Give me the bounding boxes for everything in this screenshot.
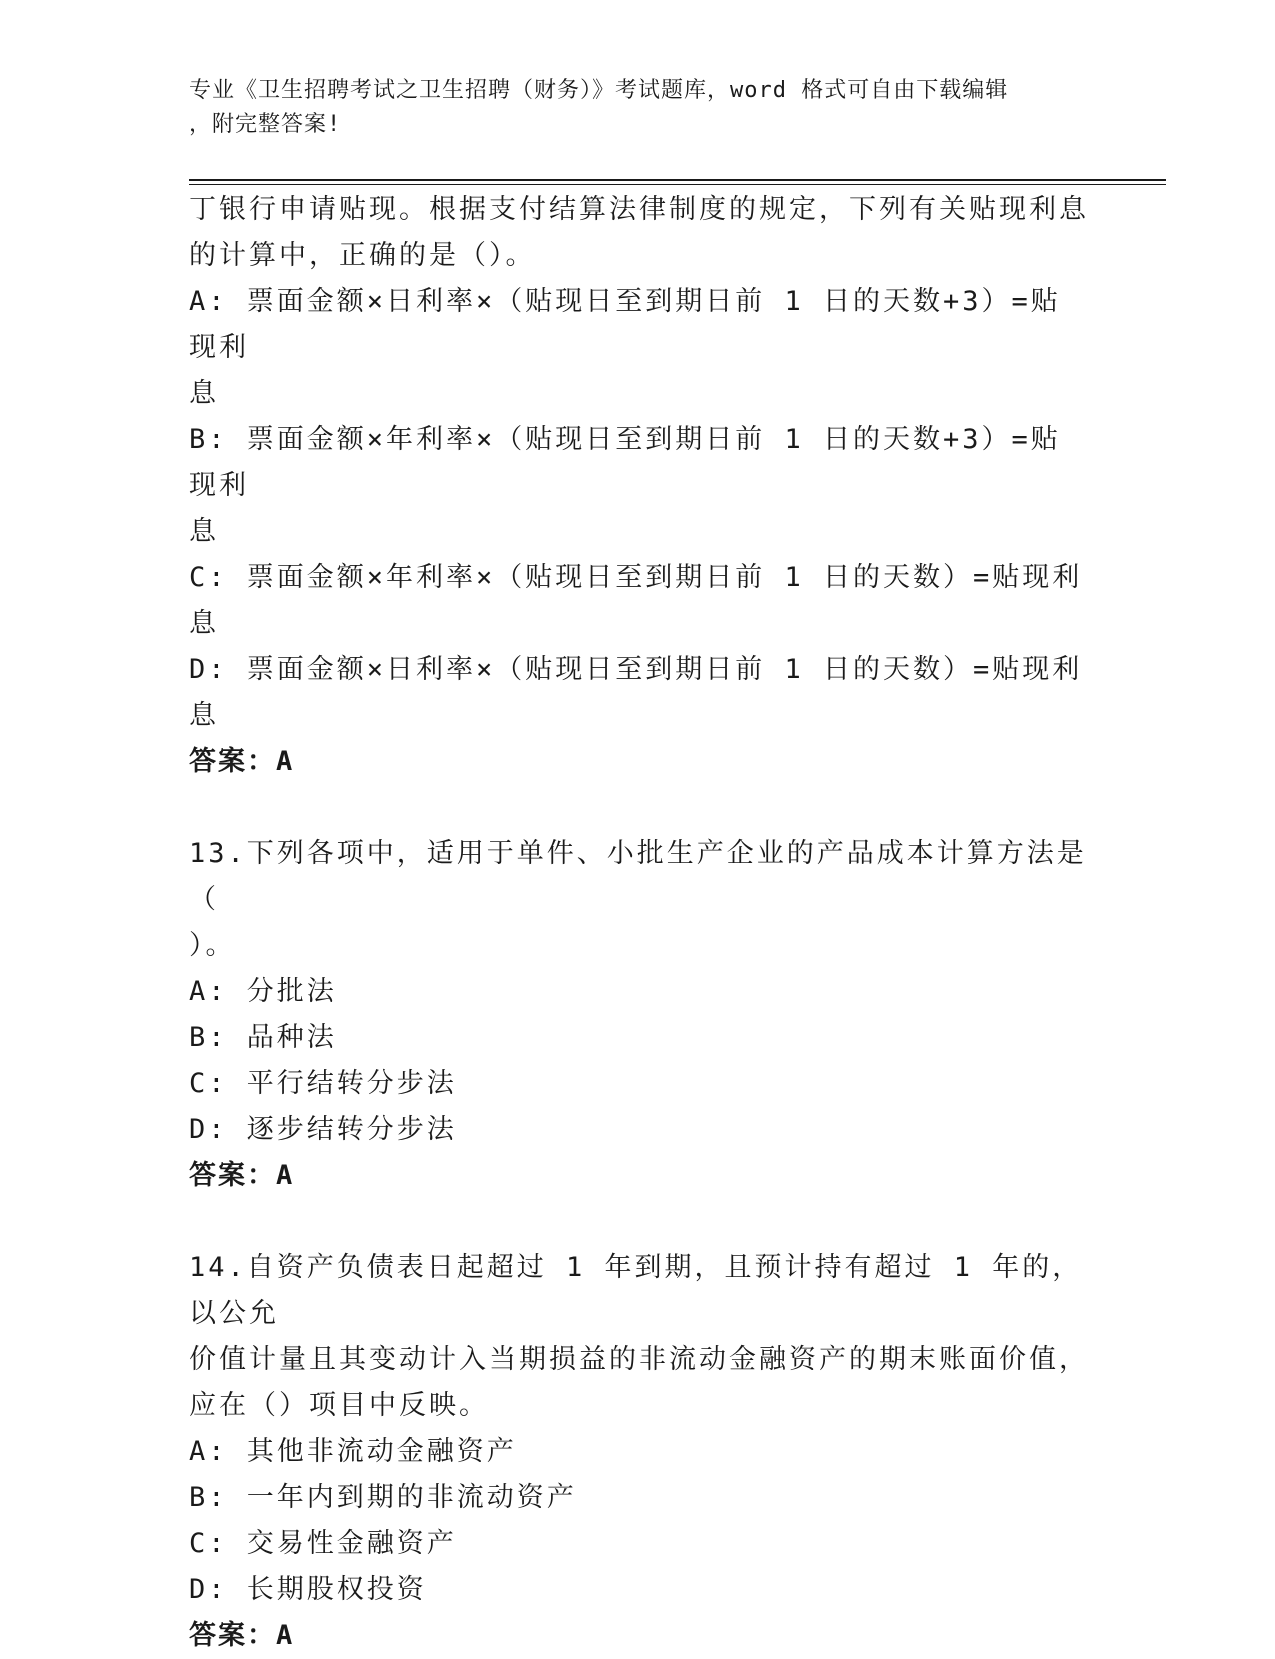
option-a: A: 其他非流动金融资产 [189, 1436, 517, 1467]
option-c: C: 平行结转分步法 [189, 1068, 457, 1099]
option-a: A: 分批法 [189, 976, 337, 1007]
question-stem: 的计算中，正确的是（）。 [189, 240, 536, 271]
question-14 [189, 1245, 1089, 1659]
spacer [189, 1199, 1089, 1245]
question-stem: 价值计量且其变动计入当期损益的非流动金融资产的期末账面价值， [189, 1344, 1089, 1375]
option-d: D: 长期股权投资 [189, 1574, 427, 1605]
option-a: A: 票面金额×日利率×（贴现日至到期日前 1 日的天数+3）=贴现利 [189, 286, 1061, 363]
option-b: B: 一年内到期的非流动资产 [189, 1482, 577, 1513]
question-13 [189, 831, 1089, 1199]
option-a-continued: 息 [189, 378, 219, 409]
question-content [189, 187, 1089, 1659]
option-c: C: 票面金额×年利率×（贴现日至到期日前 1 日的天数）=贴现利息 [189, 562, 1083, 639]
option-c: C: 交易性金融资产 [189, 1528, 457, 1559]
page-header [189, 74, 1089, 142]
option-b: B: 票面金额×年利率×（贴现日至到期日前 1 日的天数+3）=贴现利 [189, 424, 1061, 501]
header-line-2: ，附完整答案! [189, 112, 342, 137]
question-stem: ）。 [189, 930, 236, 961]
answer: 答案：A [189, 1160, 295, 1191]
spacer [189, 785, 1089, 831]
question-stem: 丁银行申请贴现。根据支付结算法律制度的规定，下列有关贴现利息 [189, 194, 1089, 225]
header-line-1: 专业《卫生招聘考试之卫生招聘（财务）》考试题库，word 格式可自由下载编辑 [189, 78, 1009, 103]
answer: 答案：A [189, 746, 295, 777]
option-b-continued: 息 [189, 516, 219, 547]
question-stem: 应在（）项目中反映。 [189, 1390, 489, 1421]
question-stem: 14.自资产负债表日起超过 1 年到期，且预计持有超过 1 年的，以公允 [189, 1252, 1083, 1329]
answer: 答案：A [189, 1620, 295, 1651]
header-divider [189, 179, 1166, 185]
option-d: D: 票面金额×日利率×（贴现日至到期日前 1 日的天数）=贴现利息 [189, 654, 1083, 731]
option-b: B: 品种法 [189, 1022, 337, 1053]
question-12 [189, 187, 1089, 785]
option-d: D: 逐步结转分步法 [189, 1114, 457, 1145]
question-stem: 13.下列各项中，适用于单件、小批生产企业的产品成本计算方法是（ [189, 838, 1087, 915]
